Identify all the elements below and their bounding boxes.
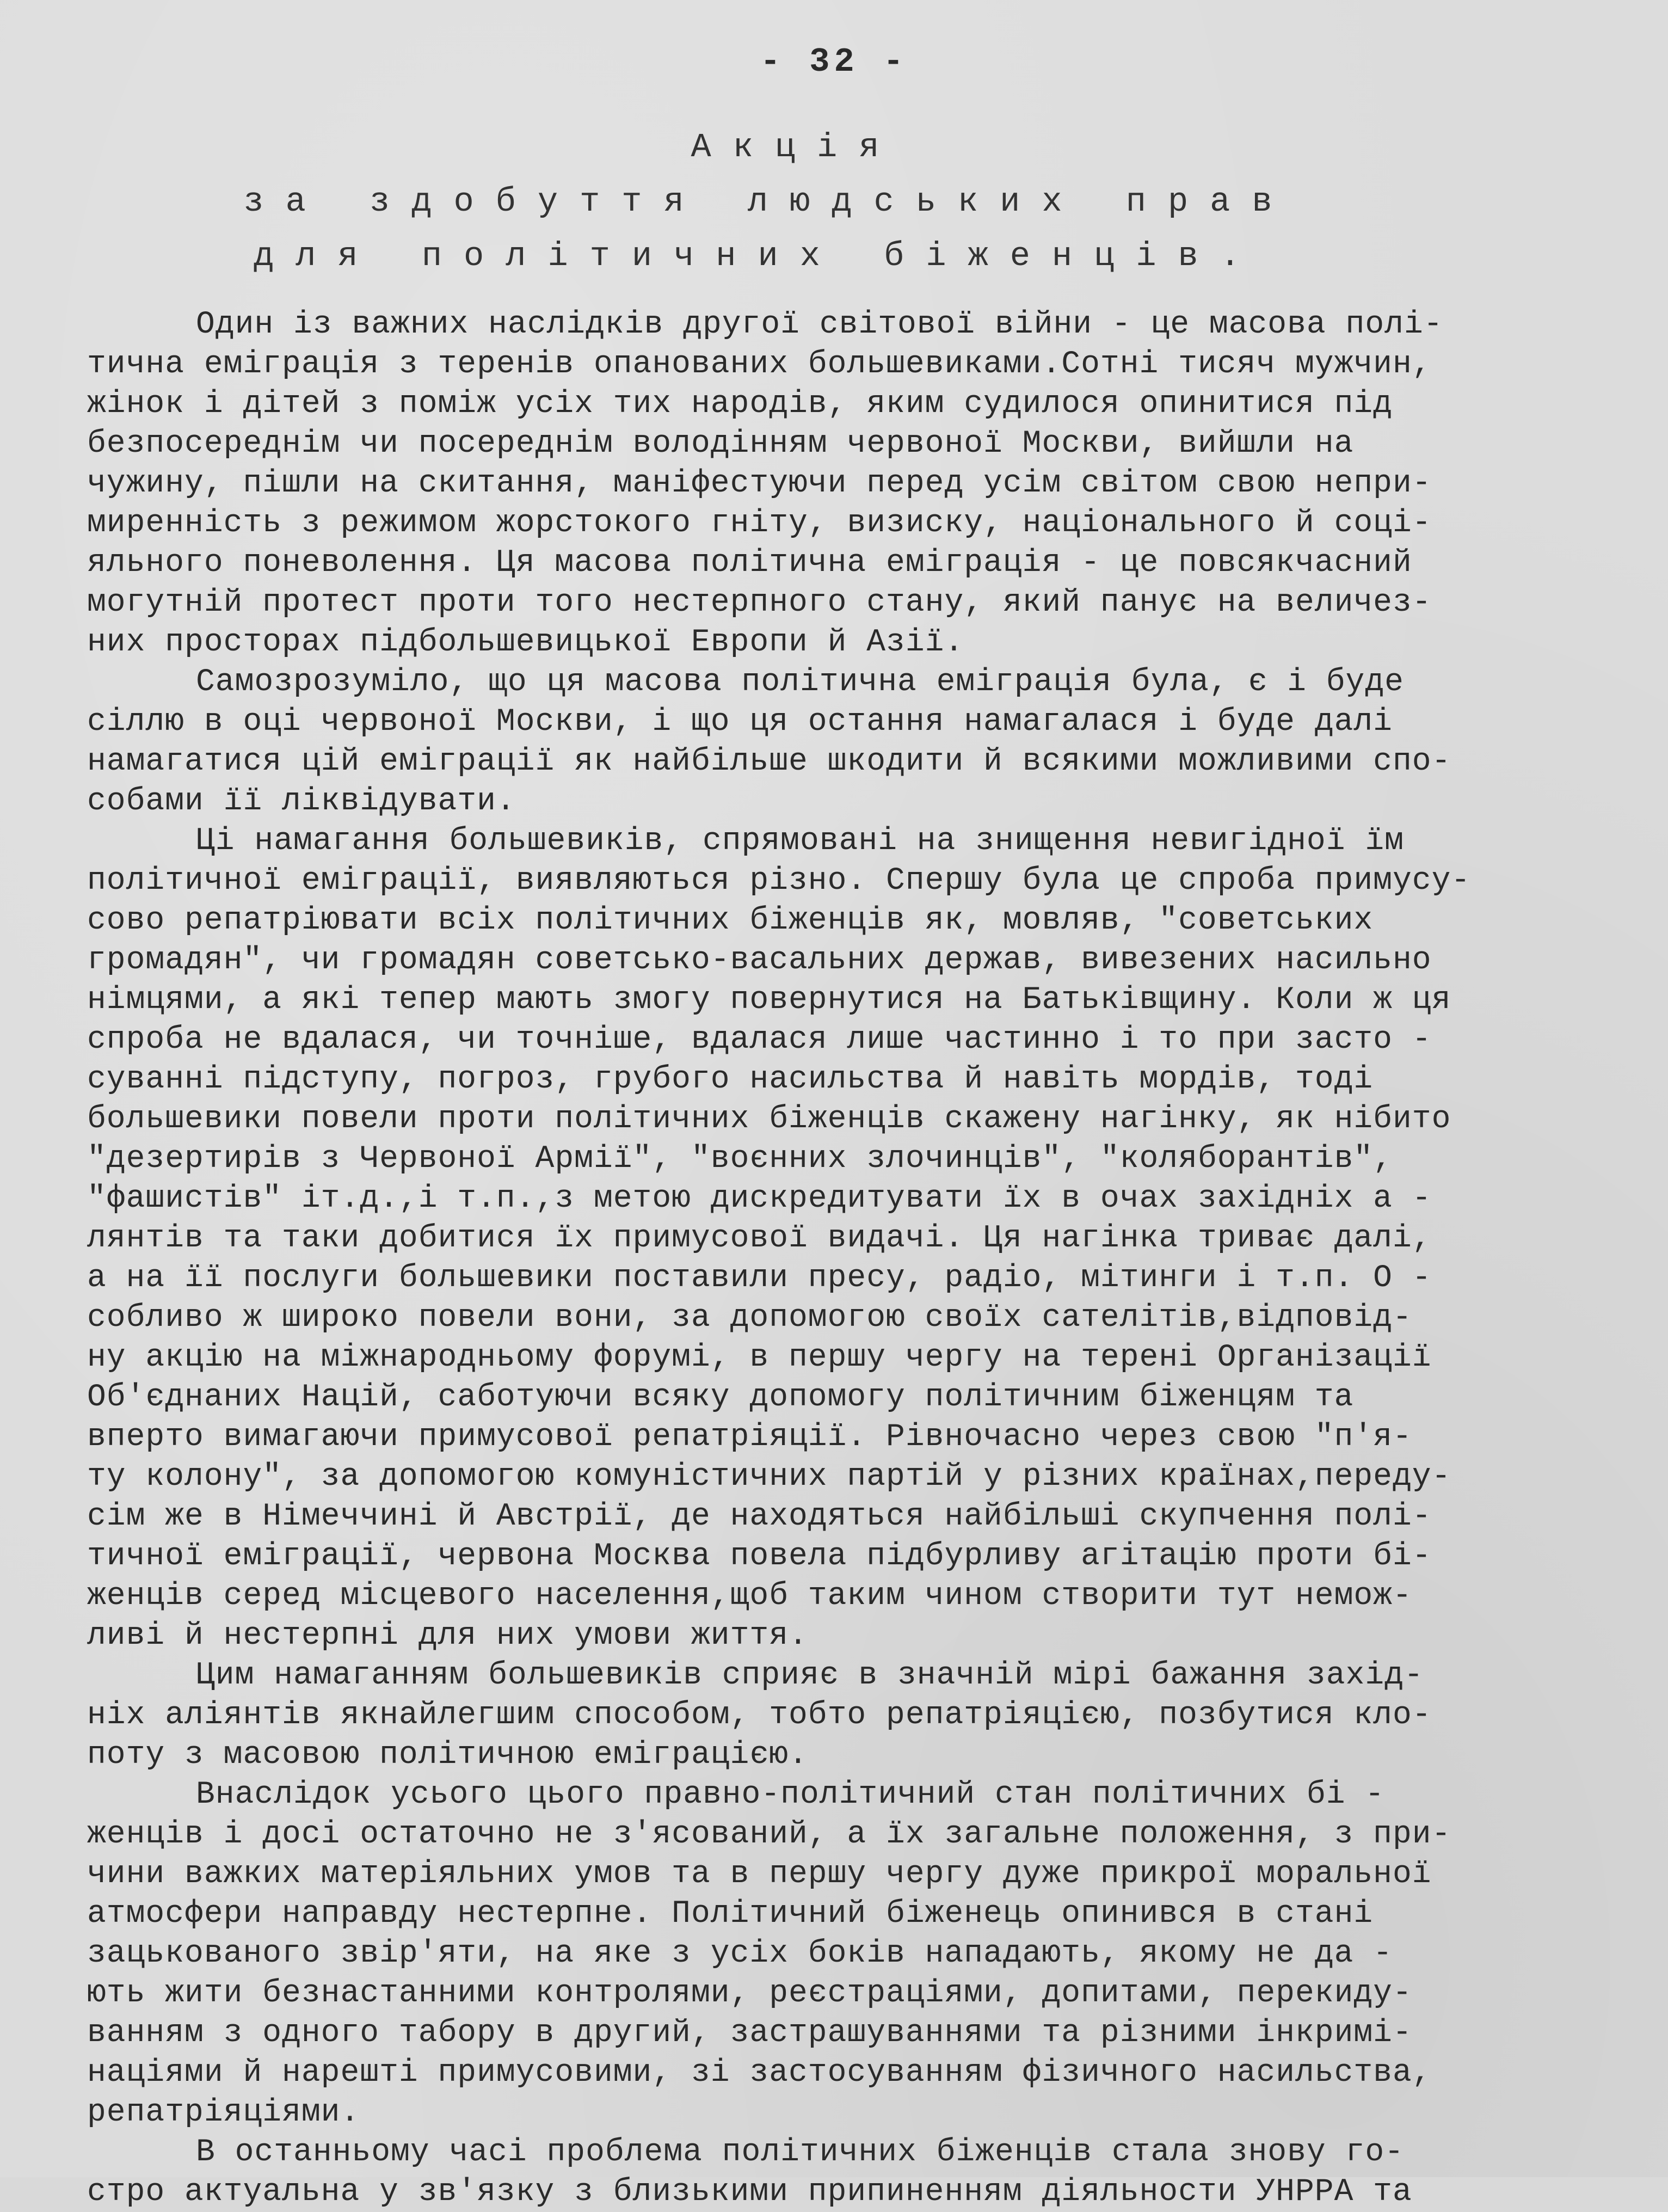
page-number: - 32 - bbox=[760, 42, 908, 81]
text-line: тичної еміграції, червона Москва повела підбурливу агітацію проти бі- bbox=[87, 1539, 1432, 1574]
text-line: сіллю в оці червоної Москви, і що ця остання намагалася і буде далі bbox=[87, 704, 1393, 740]
text-line: Самозрозуміло, що ця масова політична еміграція була, є і буде bbox=[196, 665, 1404, 700]
text-line: вперто вимагаючи примусової репатріяції. Рівночасно через свою "п'я- bbox=[87, 1420, 1412, 1455]
text-line: большевики повели проти політичних біженців скажену нагінку, як нібито bbox=[87, 1102, 1451, 1137]
text-line: женців і досі остаточно не з'ясований, а їх загальне положення, з при- bbox=[87, 1817, 1451, 1852]
title-line-2: за здобуття людських прав bbox=[243, 182, 1294, 221]
text-line: німцями, а які тепер мають змогу повернутися на Батьківщину. Коли ж ця bbox=[87, 982, 1451, 1018]
text-line: ливі й нестерпні для них умови життя. bbox=[87, 1618, 808, 1654]
text-line: лянтів та таки добитися їх примусової видачі. Ця нагінка триває далі, bbox=[87, 1221, 1432, 1256]
text-line: націями й нарешті примусовими, зі застосуванням фізичного насильства, bbox=[87, 2055, 1432, 2091]
text-line: тична еміграція з теренів опанованих большевиками.Сотні тисяч мужчин, bbox=[87, 347, 1432, 382]
title-line-3: для політичних біженців. bbox=[254, 237, 1262, 275]
text-line: Внаслідок усього цього правно-політичний стан політичних бі - bbox=[196, 1777, 1385, 1812]
text-line: стро актуальна у зв'язку з близькими припиненням діяльности УНРРА та bbox=[87, 2174, 1412, 2210]
text-line: Ці намагання большевиків, спрямовані на знищення невигідної їм bbox=[196, 824, 1404, 859]
text-line: репатріяціями. bbox=[87, 2095, 360, 2130]
text-line: Об'єднаних Націй, саботуючи всяку допомогу політичним біженцям та bbox=[87, 1380, 1354, 1415]
text-line: женців серед місцевого населення,щоб таким чином створити тут немож- bbox=[87, 1578, 1412, 1614]
text-line: суванні підступу, погроз, грубого насильства й навіть мордів, тоді bbox=[87, 1062, 1374, 1097]
text-line: поту з масовою політичною еміграцією. bbox=[87, 1737, 808, 1773]
text-line: ють жити безнастанними контролями, реєстраціями, допитами, перекиду- bbox=[87, 1976, 1412, 2011]
text-line: собливо ж широко повели вони, за допомогою своїх сателітів,відповід- bbox=[87, 1300, 1412, 1336]
text-line: "дезертирів з Червоної Армії", "воєнних злочинців", "коляборантів", bbox=[87, 1141, 1393, 1177]
title-line-1: Акція bbox=[691, 128, 901, 167]
text-line: а на її послуги большевики поставили пресу, радіо, мітинги і т.п. О - bbox=[87, 1261, 1432, 1296]
text-line: ніх аліянтів якнайлегшим способом, тобто репатріяцією, позбутися кло- bbox=[87, 1698, 1432, 1733]
text-line: них просторах підбольшевицької Европи й Азії. bbox=[87, 625, 964, 660]
text-line: політичної еміграції, виявляються різно. Спершу була це спроба примусу- bbox=[87, 863, 1471, 899]
body-text bbox=[87, 305, 1600, 2212]
text-line: спроба не вдалася, чи точніше, вдалася лише частинно і то при засто - bbox=[87, 1022, 1432, 1058]
text-line: ту колону", за допомогою комуністичних партій у різних країнах,переду- bbox=[87, 1459, 1451, 1495]
text-line: жінок і дітей з поміж усіх тих народів, яким судилося опинитися під bbox=[87, 386, 1393, 422]
text-line: сім же в Німеччині й Австрії, де находяться найбільші скупчення полі- bbox=[87, 1499, 1432, 1534]
text-line: "фашистів" іт.д.,і т.п.,з метою дискредитувати їх в очах західніх а - bbox=[87, 1181, 1432, 1216]
text-line: яльного поневолення. Ця масова політична еміграція - це повсякчасний bbox=[87, 545, 1412, 581]
text-line: чужину, пішли на скитання, маніфестуючи перед усім світом свою непри- bbox=[87, 466, 1432, 501]
text-line: зацькованого звір'яти, на яке з усіх боків нападають, якому не да - bbox=[87, 1936, 1393, 1971]
text-line: безпосереднім чи посереднім володінням червоної Москви, вийшли на bbox=[87, 426, 1354, 462]
text-line: В останньому часі проблема політичних біженців стала знову го- bbox=[196, 2135, 1404, 2170]
text-line: миренність з режимом жорстокого гніту, визиску, національного й соці- bbox=[87, 506, 1432, 541]
text-line: ну акцію на міжнародньому форумі, в першу чергу на терені Організації bbox=[87, 1340, 1432, 1375]
text-line: Один із важних наслідків другої світової війни - це масова полі- bbox=[196, 307, 1443, 342]
text-line: ванням з одного табору в другий, застрашуваннями та різними інкримі- bbox=[87, 2016, 1412, 2051]
text-line: атмосфери направду нестерпне. Політичний біженець опинився в стані bbox=[87, 1896, 1374, 1932]
text-line: громадян", чи громадян советсько-васальних держав, вивезених насильно bbox=[87, 943, 1432, 978]
text-line: собами її ліквідувати. bbox=[87, 784, 516, 819]
text-line: чини важких матеріяльних умов та в першу чергу дуже прикрої моральної bbox=[87, 1857, 1432, 1892]
text-line: сово репатріювати всіх політичних біженців як, мовляв, "советських bbox=[87, 903, 1374, 938]
text-line: могутній протест проти того нестерпного стану, який панує на величез- bbox=[87, 585, 1432, 620]
text-line: намагатися цій еміграції як найбільше шкодити й всякими можливими спо- bbox=[87, 744, 1451, 779]
text-line: Цим намаганням большевиків сприяє в значній мірі бажання захід- bbox=[196, 1658, 1424, 1693]
